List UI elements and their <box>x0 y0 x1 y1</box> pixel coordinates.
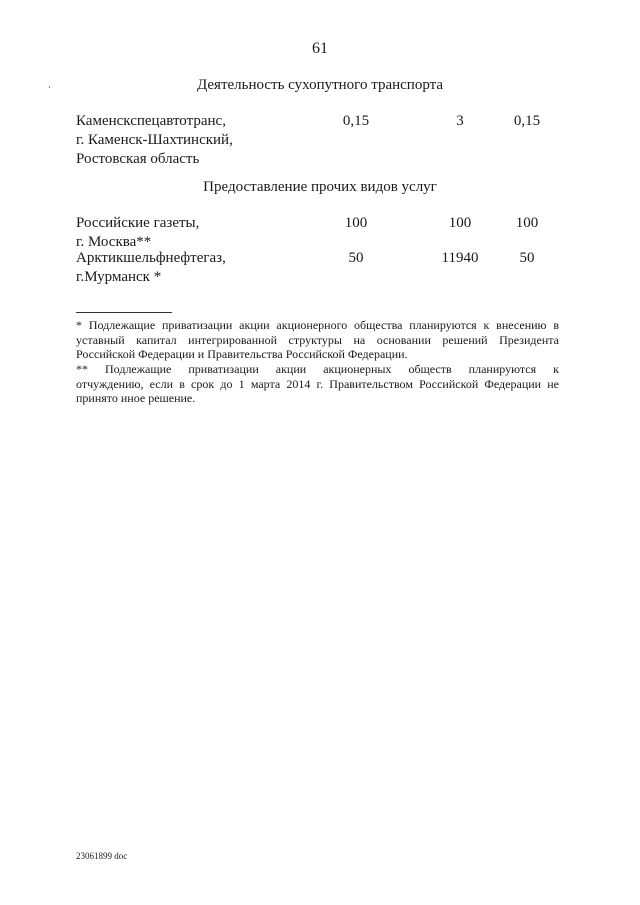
company-name-line: Каменскспецавтотранс, <box>76 113 226 129</box>
company-name <box>76 112 326 169</box>
value-column-3: 0,15 <box>513 113 541 129</box>
footnote-line: ** Подлежащие приватизации акции акционерных обществ планируются к <box>76 362 559 376</box>
value-column-1: 50 <box>348 250 364 266</box>
footnote-double-asterisk <box>76 362 559 406</box>
footnote-line: принято иное решение. <box>76 391 196 405</box>
footnote-line: отчуждению, если в срок до 1 марта 2014 г. Правительством Российской Федерации не <box>76 376 559 391</box>
footnote-divider <box>76 312 172 313</box>
section-heading-other-services: Предоставление прочих видов услуг <box>203 179 437 195</box>
value-column-2: 100 <box>448 215 472 231</box>
company-name <box>76 214 326 252</box>
value-column-2: 11940 <box>441 250 479 266</box>
footnote-line: Российской Федерации и Правительства Российской Федерации. <box>76 347 408 361</box>
footnote-line: * Подлежащие приватизации акции акционерного общества планируются к внесению в <box>76 318 559 332</box>
company-name-line: г. Каменск-Шахтинский, <box>76 132 233 148</box>
value-column-2: 3 <box>456 113 464 129</box>
value-column-1: 100 <box>344 215 368 231</box>
section-heading-land-transport: Деятельность сухопутного транспорта <box>196 77 444 93</box>
company-name-line: г. Москва** <box>76 234 152 250</box>
company-name-line: Российские газеты, <box>76 215 200 231</box>
company-name-line: Арктикшельфнефтегаз, <box>76 250 226 266</box>
footnote-line: уставный капитал интегрированной структуры на основании решений Президента <box>76 332 559 347</box>
footnote-single-asterisk <box>76 318 559 362</box>
company-name-line: Ростовская область <box>76 151 200 167</box>
document-id: 23061899 doc <box>76 851 128 861</box>
value-column-1: 0,15 <box>342 113 370 129</box>
company-name-line: г.Мурманск * <box>76 269 162 285</box>
page-number: 61 <box>312 40 328 57</box>
value-column-3: 100 <box>515 215 539 231</box>
value-column-3: 50 <box>519 250 535 266</box>
company-name <box>76 249 326 287</box>
